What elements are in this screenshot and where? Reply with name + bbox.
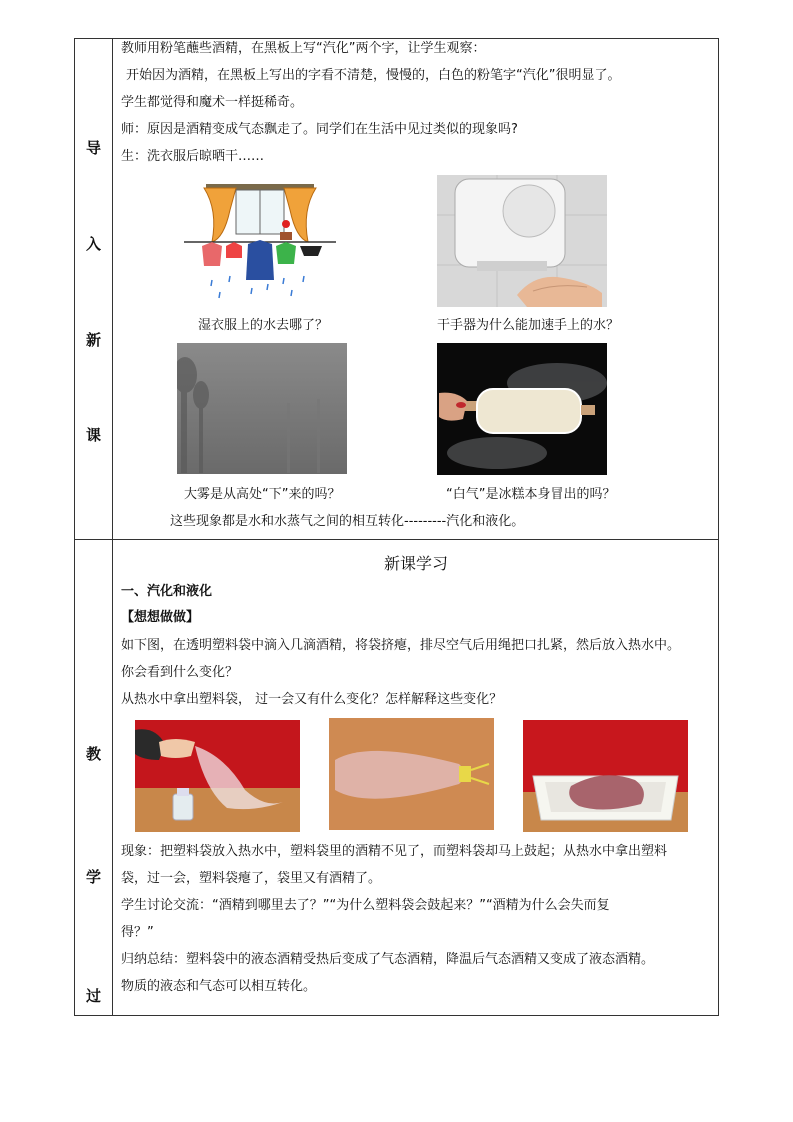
image-caption: 湿衣服上的水去哪了？ — [198, 318, 329, 333]
fog-photo — [177, 343, 347, 474]
intro-line: 师：原因是酒精变成气态飘走了。同学们在生活中见过类似的现象吗? — [121, 122, 518, 137]
intro-line: 教师用粉笔蘸些酒精，在黑板上写“汽化”两个字，让学生观察： — [121, 41, 486, 56]
conclusion-line: 物质的液态和气态可以相互转化。 — [121, 979, 317, 994]
wet-clothes-illustration — [180, 180, 340, 305]
section1-label-char: 新 — [85, 331, 101, 349]
experiment-line: 你会看到什么变化？ — [121, 665, 239, 680]
experiment-photo-1 — [135, 720, 300, 832]
experiment-photo-2 — [329, 718, 494, 830]
section-title: 新课学习 — [383, 554, 448, 573]
experiment-photo-3 — [523, 720, 688, 832]
image-caption: 干手器为什么能加速手上的水？ — [437, 318, 620, 333]
conclusion-line: 归纳总结：塑料袋中的液态酒精受热后变成了气态酒精，降温后气态酒精又变成了液态酒精。 — [121, 952, 655, 967]
intro-line: 生：洗衣服后晾晒干…… — [121, 149, 265, 164]
section1-label-char: 入 — [85, 235, 101, 253]
section2-label-char: 过 — [85, 987, 101, 1005]
experiment-line: 从热水中拿出塑料袋， 过一会又有什么变化？怎样解释这些变化？ — [121, 692, 503, 707]
section2-label-char: 教 — [85, 745, 101, 763]
phenomenon-line: 现象：把塑料袋放入热水中，塑料袋里的酒精不见了，而塑料袋却马上鼓起；从热水中拿出塑料 — [121, 844, 668, 859]
ice-pop-photo — [437, 343, 607, 475]
section2-label-char: 学 — [85, 868, 101, 886]
experiment-line: 如下图，在透明塑料袋中滴入几滴酒精，将袋挤瘪，排尽空气后用绳把口扎紧，然后放入热水中。 — [121, 638, 681, 653]
intro-summary: 这些现象都是水和水蒸气之间的相互转化---------汽化和液化。 — [170, 514, 525, 529]
image-caption: “白气”是冰糕本身冒出的吗？ — [446, 487, 616, 502]
intro-line: 开始因为酒精，在黑板上写出的字看不清楚，慢慢的，白色的粉笔字“汽化”很明显了。 — [126, 68, 621, 83]
hand-dryer-photo — [437, 175, 607, 307]
section1-label-char: 课 — [85, 426, 101, 444]
image-caption: 大雾是从高处“下”来的吗？ — [184, 487, 341, 502]
discussion-line: 学生讨论交流：“酒精到哪里去了？”“为什么塑料袋会鼓起来？”“酒精为什么会失而复 — [121, 898, 610, 913]
intro-line: 学生都觉得和魔术一样挺稀奇。 — [121, 95, 304, 110]
row-divider — [74, 539, 719, 540]
section1-label-char: 导 — [85, 139, 101, 157]
discussion-line: 得？” — [121, 925, 154, 940]
phenomenon-line: 袋，过一会，塑料袋瘪了，袋里又有酒精了。 — [121, 871, 382, 886]
section-subheading: 【想想做做】 — [121, 610, 200, 625]
section-heading: 一、汽化和液化 — [121, 584, 213, 599]
